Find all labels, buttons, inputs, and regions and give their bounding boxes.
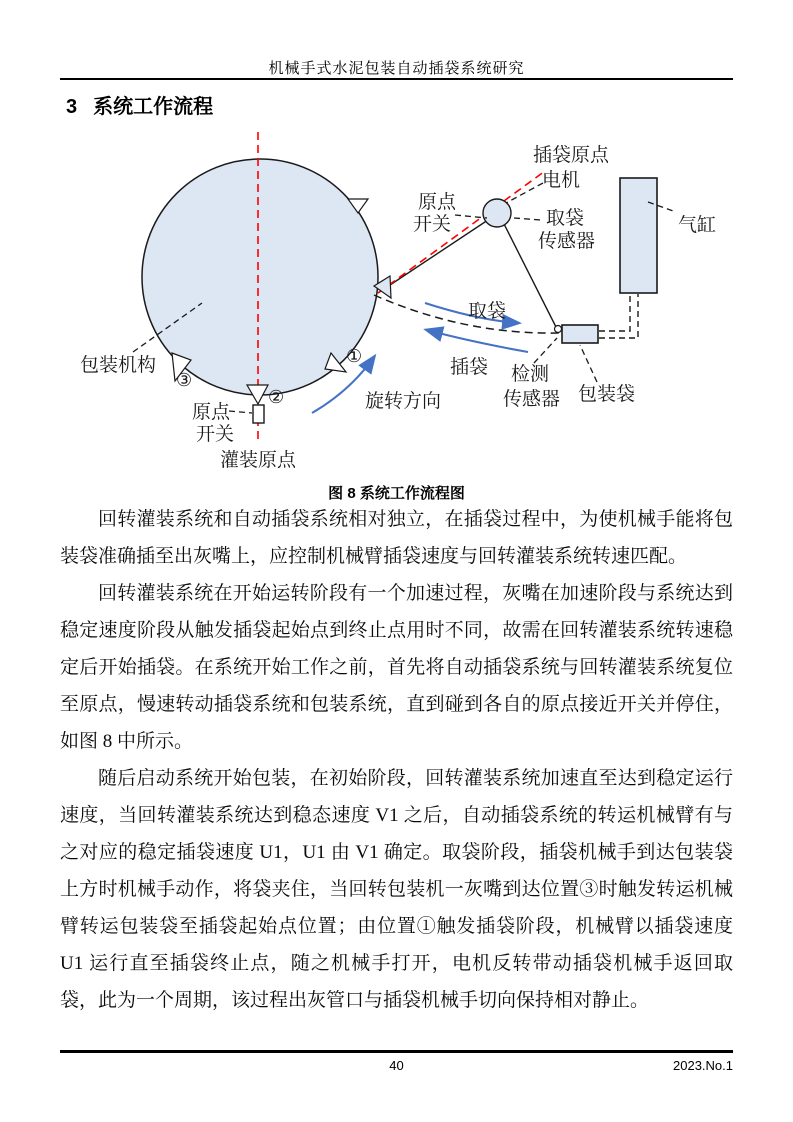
- label-motor: 电机: [542, 170, 581, 191]
- label-pick-sensor-1: 取袋: [546, 208, 585, 229]
- leader-pick-sensor: [514, 218, 541, 220]
- label-pick-bag: 取袋: [468, 301, 507, 322]
- leader-origin-switch-top: [455, 215, 487, 218]
- origin-switch-rect: [253, 405, 264, 423]
- leader-packing-bag: [580, 345, 597, 382]
- label-position-3: ③: [176, 370, 193, 390]
- page-number: 40: [389, 1058, 404, 1073]
- label-filling-origin: 灌装原点: [220, 450, 297, 471]
- label-position-2: ②: [268, 387, 285, 407]
- figure-8-diagram: [0, 125, 793, 477]
- issue-label: 2023.No.1: [673, 1058, 733, 1073]
- paragraph-3: 随后启动系统开始包装，在初始阶段，回转灌装系统加速直至达到稳定运行速度，当回转灌装系统达到稳态速度 V1 之后，自动插袋系统的转运机械臂有与之对应的稳定插袋速度 U1，U1 由 V1 确定。取袋阶段，插袋机械手到达包装袋上方时机械手动作，将袋夹住，当回转包装机一灰嘴到达位置③时触发转运机械臂转运包装袋至插袋起始点位置；由位置①触发插袋阶段，机械臂以插袋速度 U1 运行直至插袋终止点，随之机械手打开，电机反转带动插袋机械手返回取袋，此为一个周期，该过程出灰管口与插袋机械手切向保持相对静止。: [60, 768, 733, 1011]
- paragraph-1: 回转灌装系统和自动插袋系统相对独立，在插袋过程中，为使机械手能将包装袋准确插至出灰嘴上，应控制机械臂插袋速度与回转灌装系统转速匹配。: [60, 509, 733, 567]
- label-cylinder: 气缸: [678, 215, 717, 236]
- running-header: 机械手式水泥包装自动插袋系统研究: [268, 61, 525, 77]
- label-pick-sensor-2: 传感器: [538, 231, 596, 252]
- insert-bag-arrow: [427, 330, 528, 352]
- arm-joint-marker: [555, 326, 562, 333]
- label-origin-switch-top-1: 原点: [418, 192, 457, 213]
- body-text: [60, 501, 733, 1019]
- section-heading: [66, 90, 213, 119]
- label-position-1: ①: [346, 346, 363, 366]
- footer-rule: [60, 1050, 733, 1053]
- paragraph-2: 回转灌装系统在开始运转阶段有一个加速过程，灰嘴在加速阶段与系统达到稳定速度阶段从触发插袋起始点到终止点用时不同，故需在回转灌装系统转速稳定后开始插袋。在系统开始工作之前，首先将自动插袋系统与回转灌装系统复位至原点，慢速转动插袋系统和包装系统，直到碰到各自的原点接近开关并停住，如图 8 中所示。: [60, 583, 733, 752]
- label-packing-mechanism: 包装机构: [80, 355, 157, 376]
- packing-bag-rect: [562, 325, 598, 343]
- leader-motor: [506, 183, 543, 203]
- label-detect-sensor-1: 检测: [511, 364, 550, 385]
- header-rule: [60, 78, 733, 80]
- label-origin-switch-bottom-1: 原点: [192, 402, 231, 423]
- cylinder-rect: [620, 178, 657, 293]
- label-insert-origin: 插袋原点: [533, 145, 610, 166]
- section-title: 系统工作流程: [93, 96, 214, 118]
- label-origin-switch-bottom-2: 开关: [196, 424, 235, 445]
- label-rotation-direction: 旋转方向: [365, 391, 442, 412]
- hose-line-1: [599, 294, 630, 331]
- figure-caption: 图 8 系统工作流程图: [328, 485, 465, 502]
- label-origin-switch-top-2: 开关: [413, 214, 452, 235]
- section-number: 3: [66, 96, 78, 118]
- label-packing-bag: 包装袋: [578, 384, 636, 405]
- leader-origin-switch-bottom: [229, 411, 252, 413]
- label-insert-bag: 插袋: [450, 357, 489, 378]
- leader-detect-sensor: [534, 338, 557, 363]
- insert-origin-axis: [378, 171, 545, 293]
- label-detect-sensor-2: 传感器: [503, 389, 561, 410]
